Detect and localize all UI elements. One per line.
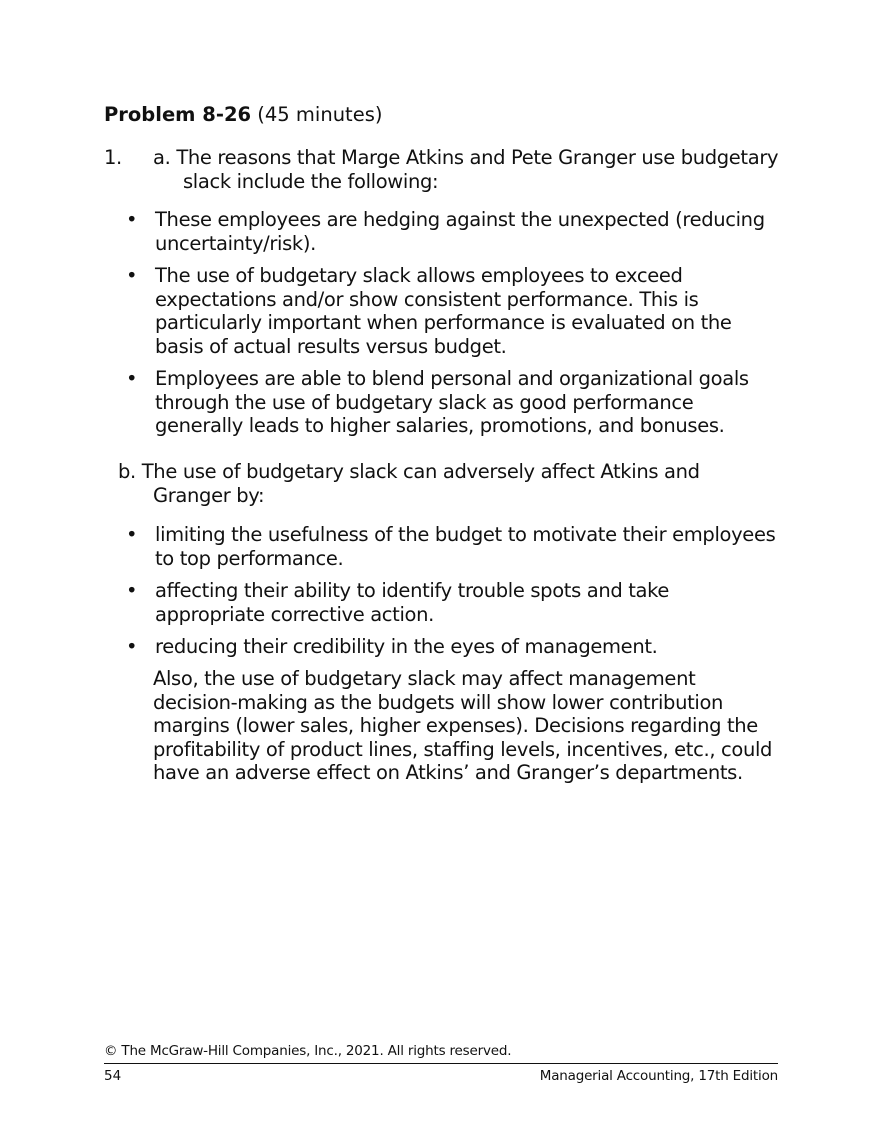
part-b [118,460,778,507]
part-b-paragraph: Also, the use of budgetary slack may affect management decision-making as the budgets will show lower contribution margins (lower sales, higher expenses). Decisions regarding the profitability of product lines, staffing levels, incentives, etc., could have an adverse effect on Atkins’ and Granger’s departments. [153,667,773,784]
bullet-icon: • [126,579,138,602]
footer-divider [104,1063,778,1064]
list-item [104,523,784,570]
list-item [104,264,784,358]
part-b-bullet-list [104,523,784,659]
part-a-bullet-list [104,208,784,438]
bullet-icon: • [126,264,138,287]
bullet-icon: • [126,208,138,231]
problem-time: (45 minutes) [257,103,383,126]
part-b-intro-text: The use of budgetary slack can adversely affect Atkins and Granger by: [141,460,700,507]
bullet-text: The use of budgetary slack allows employees to exceed expectations and/or show consistent performance. This is particularly important when performance is evaluated on the basis of actual results versus budget. [155,264,732,358]
part-a-marker [104,146,122,170]
page-number: 54 [104,1068,122,1084]
bullet-icon: • [126,367,138,390]
list-item [104,367,784,438]
bullet-text: affecting their ability to identify trouble spots and take appropriate corrective action. [155,579,670,626]
bullet-icon: • [126,523,138,546]
problem-title: Problem 8-26 [104,103,252,126]
bullet-icon: • [126,635,138,658]
part-a-body [153,146,783,193]
list-item [104,635,784,659]
part-b-intro [118,460,778,507]
bullet-text: Employees are able to blend personal and organizational goals through the use of budgetary slack as good performance generally leads to higher salaries, promotions, and bonuses. [155,367,749,437]
bullet-text: reducing their credibility in the eyes of management. [155,635,658,658]
part-a-intro [153,146,783,193]
bullet-text: These employees are hedging against the unexpected (reducing uncertainty/risk). [155,208,765,255]
part-a-label: a. [153,146,171,169]
part-a-intro-text: The reasons that Marge Atkins and Pete Granger use budgetary slack include the following: [176,146,779,193]
copyright-notice: © The McGraw-Hill Companies, Inc., 2021. All rights reserved. [104,1043,512,1059]
item-number: 1. [104,146,122,169]
book-title: Managerial Accounting, 17th Edition [539,1068,778,1084]
problem-heading [104,103,382,127]
list-item [104,579,784,626]
list-item [104,208,784,255]
part-b-label: b. [118,460,136,483]
bullet-text: limiting the usefulness of the budget to motivate their employees to top performance. [155,523,776,570]
